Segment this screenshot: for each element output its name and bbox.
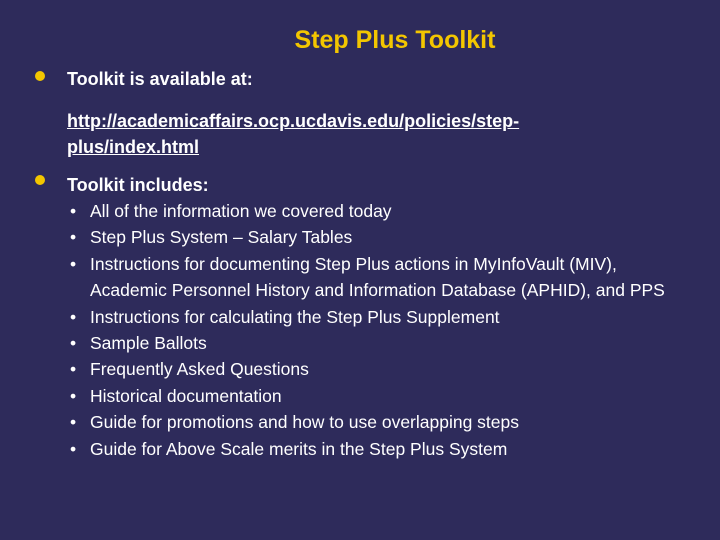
includes-heading: Toolkit includes: <box>67 175 209 195</box>
available-heading: Toolkit is available at: <box>67 69 253 89</box>
list-item: • Step Plus System – Salary Tables <box>67 224 680 250</box>
bullet-dot-icon <box>35 71 45 81</box>
list-item: • Guide for Above Scale merits in the Step Plus System <box>67 436 680 462</box>
list-item: • Guide for promotions and how to use overlapping steps <box>67 409 680 435</box>
list-item: • All of the information we covered today <box>67 198 680 224</box>
toolkit-link-line2[interactable]: plus/index.html <box>67 137 200 157</box>
list-item: • Frequently Asked Questions <box>67 356 680 382</box>
includes-list <box>67 198 680 462</box>
list-item: • Instructions for calculating the Step Plus Supplement <box>67 304 680 330</box>
bullet-dot-icon <box>35 175 45 185</box>
list-item: • Sample Ballots <box>67 330 680 356</box>
slide-title: Step Plus Toolkit <box>294 26 496 54</box>
list-item: • Instructions for documenting Step Plus actions in MyInfoVault (MIV), Academic Personnel History and Information Database (APHID), and PPS <box>67 251 680 304</box>
list-item: • Historical documentation <box>67 383 680 409</box>
toolkit-link-line1[interactable]: http://academicaffairs.ocp.ucdavis.edu/policies/step- <box>67 111 520 131</box>
